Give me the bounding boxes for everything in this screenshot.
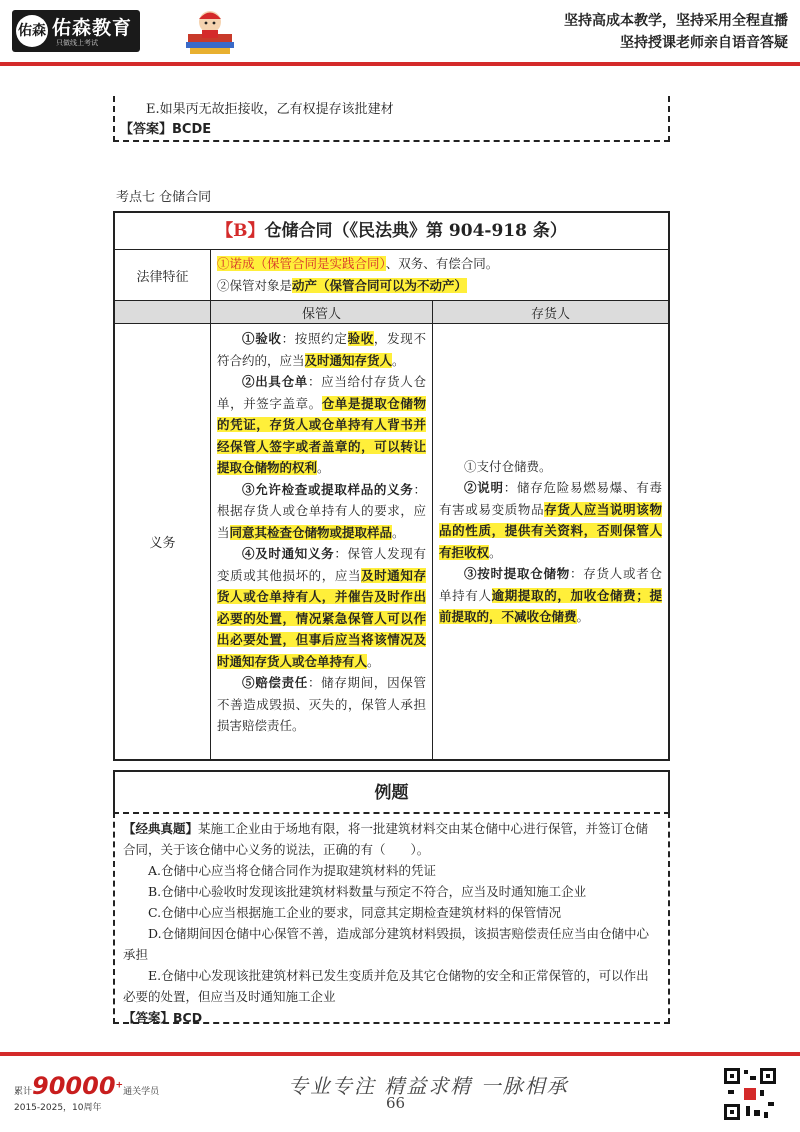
qr-code-icon [722, 1066, 778, 1122]
depositor-duty-2: ②说明：储存危险易燃易爆、有毒有害或易变质物品存货人应当说明该物品的性质，提供有关资料，否则保管人有拒收权。 [439, 480, 662, 560]
example-option-e: E.仓储中心发现该批建筑材料已发生变质并危及其它仓储物的安全和正常保管的，可以作出必要的处置，但应当及时通知施工企业 [123, 968, 649, 1004]
level-mark: 【B】 [216, 221, 265, 241]
example-box [113, 812, 670, 1024]
brand-logo [12, 10, 140, 52]
logo-seal: 佑森 [16, 15, 48, 47]
table-row-duty [115, 324, 668, 759]
keeper-duty-2: ②出具仓单：应当给付存货人仓单，并签字盖章。仓单是提取仓储物的凭证，存货人或仓单持有人背书并经保管人签字或者盖章的，可以转让提取仓储物的权利。 [217, 374, 426, 475]
answer-value: BCDE [172, 122, 212, 137]
example-label: 【经典真题】 [123, 821, 199, 836]
section-title: 考点七 仓储合同 [116, 190, 212, 205]
depositor-duty-3: ③按时提取仓储物：存货人或者仓单持有人逾期提取的，加收仓储费；提前提取的，不减收仓储费。 [439, 566, 662, 624]
page-header [0, 0, 800, 60]
keeper-duty-4: ④及时通知义务：保管人发现有变质或其他损坏的，应当及时通知存货人或仓单持有人，并催告及时作出必要的处置，情况紧急保管人可以作出必要处置，但事后应当将该情况及时通知存货人或仓单持有人。 [217, 546, 426, 669]
legal-line2-highlight: 动产（保管合同可以为不动产） [292, 278, 468, 293]
keeper-duty-3: ③允许检查或提取样品的义务：根据存货人或仓单持有人的要求，应当同意其检查仓储物或提取样品。 [217, 481, 426, 540]
legal-content [211, 250, 668, 300]
keeper-duty-1: ①验收：按照约定验收，发现不符合约的，应当及时通知存货人。 [217, 331, 426, 368]
duty-label: 义务 [115, 324, 211, 759]
header-empty-cell [115, 301, 211, 323]
slogan-line-1: 坚持高成本教学，坚持采用全程直播 [564, 13, 788, 29]
keeper-duties [211, 324, 433, 759]
footer-count: 90000 [32, 1072, 116, 1100]
depositor-duty-1: ①支付仓储费。 [464, 458, 552, 474]
table-row-header [115, 301, 668, 324]
footer-stats [14, 1072, 159, 1113]
table-title-text: 仓储合同（《民法典》第 904-918 条） [264, 221, 567, 241]
example-option-d: D.仓储期间因仓储中心保管不善，造成部分建筑材料毁损，该损害赔偿责任应当由仓储中心承担 [123, 926, 650, 962]
example-answer: 【答案】BCD [123, 1010, 203, 1025]
slogan [564, 10, 788, 54]
footer-suffix: 通关学员 [123, 1087, 160, 1097]
page-number: 66 [386, 1094, 406, 1112]
previous-answer [120, 120, 211, 140]
keeper-duty-5: ⑤赔偿责任：储存期间，因保管不善造成毁损、灭失的，保管人承担损害赔偿责任。 [217, 675, 426, 733]
mascot-icon [182, 4, 238, 56]
slogan-line-2: 坚持授课老师亲自语音答疑 [620, 35, 788, 51]
warehousing-contract-table [113, 211, 670, 761]
depositor-duties [433, 324, 668, 759]
logo-subtitle: 只做线上考试 [56, 39, 98, 47]
example-question: 【经典真题】某施工企业由于场地有限，将一批建筑材料交由某仓储中心进行保管，并签订仓储合同，关于该仓储中心义务的说法，正确的有（ ）。 [123, 821, 649, 857]
footer-plus: + [115, 1080, 124, 1091]
logo-name: 佑森教育 [52, 17, 133, 39]
answer-label: 【答案】 [120, 122, 173, 137]
example-option-c: C.仓储中心应当根据施工企业的要求，同意其定期检查建筑材料的保管情况 [148, 905, 562, 920]
column-depositor: 存货人 [530, 306, 570, 322]
footer-signature: 专业专注 精益求精 一脉相承 [288, 1074, 569, 1098]
example-title: 例题 [113, 770, 670, 812]
footer-divider [0, 1052, 800, 1056]
example-option-a: A.仓储中心应当将仓储合同作为提取建筑材料的凭证 [148, 863, 437, 878]
table-title [115, 213, 668, 250]
footer-years: 2015-2025，10周年 [14, 1103, 102, 1113]
table-row-legal [115, 250, 668, 301]
header-divider [0, 62, 800, 66]
example-option-b: B.仓储中心验收时发现该批建筑材料数量与预定不符合，应当及时通知施工企业 [148, 884, 587, 899]
column-keeper: 保管人 [211, 301, 433, 323]
legal-line1-rest: 、双务、有偿合同。 [385, 256, 499, 271]
legal-label: 法律特征 [115, 250, 211, 300]
footer-prefix: 累计 [14, 1087, 33, 1097]
legal-line2-pre: ②保管对象是 [217, 278, 293, 293]
previous-option-e: E.如果丙无故拒接收，乙有权提存该批建材 [146, 102, 394, 117]
legal-line1-highlight: ①诺成（保管合同是实践合同） [217, 256, 386, 271]
